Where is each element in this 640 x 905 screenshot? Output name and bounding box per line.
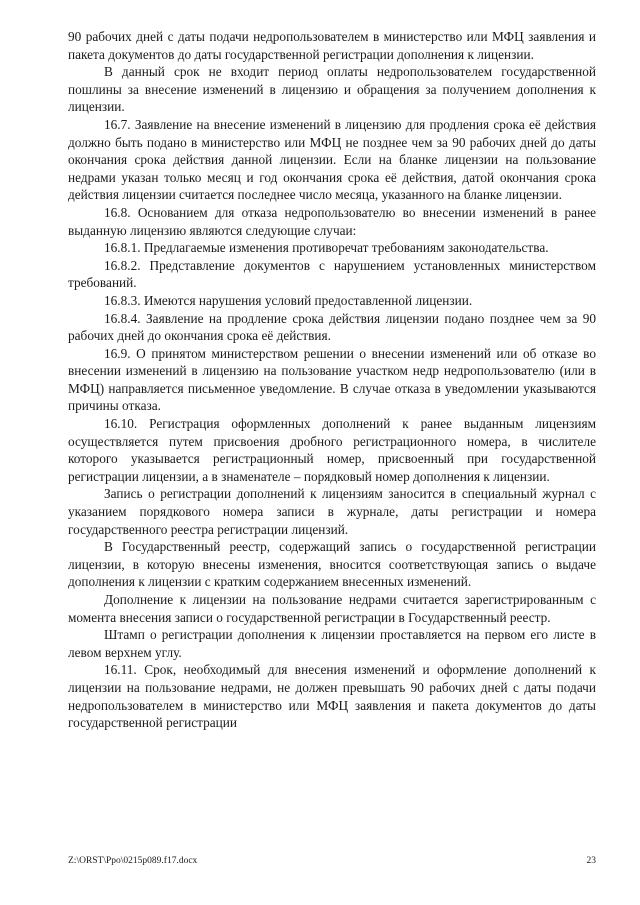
- file-path: Z:\ORST\Ppo\0215p089.f17.docx: [68, 856, 198, 866]
- paragraph-16-8-2: 16.8.2. Представление документов с нарушением установленных министерством требований.: [68, 257, 596, 291]
- paragraph-16-9: 16.9. О принятом министерством решении о внесении изменений или об отказе во внесении изменений в лицензию на пользование участком недр недропользователю (или в МФЦ) направляется письменное уведомление. В случае отказа в уведомлении указываются причины отказа.: [68, 345, 596, 414]
- paragraph-16-8: 16.8. Основанием для отказа недропользователю во внесении изменений в ранее выданную лицензию являются следующие случаи:: [68, 204, 596, 238]
- page-number: 23: [586, 856, 596, 866]
- paragraph-16-8-1: 16.8.1. Предлагаемые изменения противоречат требованиям законодательства.: [104, 240, 549, 256]
- paragraph-registered-moment: Дополнение к лицензии на пользование недрами считается зарегистрированным с момента внесения записи о государственной регистрации в Государственный реестр.: [68, 592, 596, 625]
- paragraph-stamp: Штамп о регистрации дополнения к лицензии проставляется на первом его листе в левом верхнем углу.: [68, 627, 596, 660]
- paragraph-16-8-3: 16.8.3. Имеются нарушения условий предоставленной лицензии.: [104, 292, 473, 308]
- paragraph-16-8-4: 16.8.4. Заявление на продление срока действия лицензии подано позднее чем за 90 рабочих дней до окончания срока её действия.: [68, 310, 596, 344]
- paragraph-16-10: 16.10. Регистрация оформленных дополнений к ранее выданным лицензиям осуществляется путем присвоения дробного регистрационного номера, в числителе которого указывается регистрационный номер, присвоенный при государственной регистрации лицензии, а в знаменателе – порядковый номер дополнения к лицензии.: [68, 416, 596, 484]
- paragraph-journal-record: Запись о регистрации дополнений к лицензиям заносится в специальный журнал с указанием порядкового номера записи в журнале, даты регистрации и номера государственного реестра регистрации лицензий.: [68, 486, 596, 537]
- paragraph-16-7: 16.7. Заявление на внесение изменений в лицензию для продления срока её действия должно быть подано в министерство или МФЦ не позднее чем за 90 рабочих дней до даты окончания срока действия данной лицензии. Если на бланке лицензии на пользование недрами указан только месяц и год окончания срока её действия, датой окончания срока действия лицензии считается последнее число месяца, указанного на бланке лицензии.: [68, 116, 596, 203]
- paragraph-fee-period: В данный срок не входит период оплаты недропользователем государственной пошлины за внесение изменений в лицензию и обращения за получением дополнения к лицензии.: [68, 64, 596, 115]
- document-body: [68, 28, 596, 732]
- paragraph-continuation: 90 рабочих дней с даты подачи недропользователем в министерство или МФЦ заявления и пакета документов до даты государственной регистрации дополнения к лицензии.: [68, 29, 596, 62]
- paragraph-state-register: В Государственный реестр, содержащий запись о государственной регистрации лицензии, в которую внесены изменения, вносится соответствующая запись о выдаче дополнения к лицензии с кратким содержанием внесенных изменений.: [68, 539, 596, 590]
- paragraph-16-11: 16.11. Срок, необходимый для внесения изменений и оформление дополнений к лицензии на пользование недрами, не должен превышать 90 рабочих дней с даты подачи недропользователем в министерство или МФЦ заявления и пакета документов до даты государственной регистрации: [68, 662, 596, 731]
